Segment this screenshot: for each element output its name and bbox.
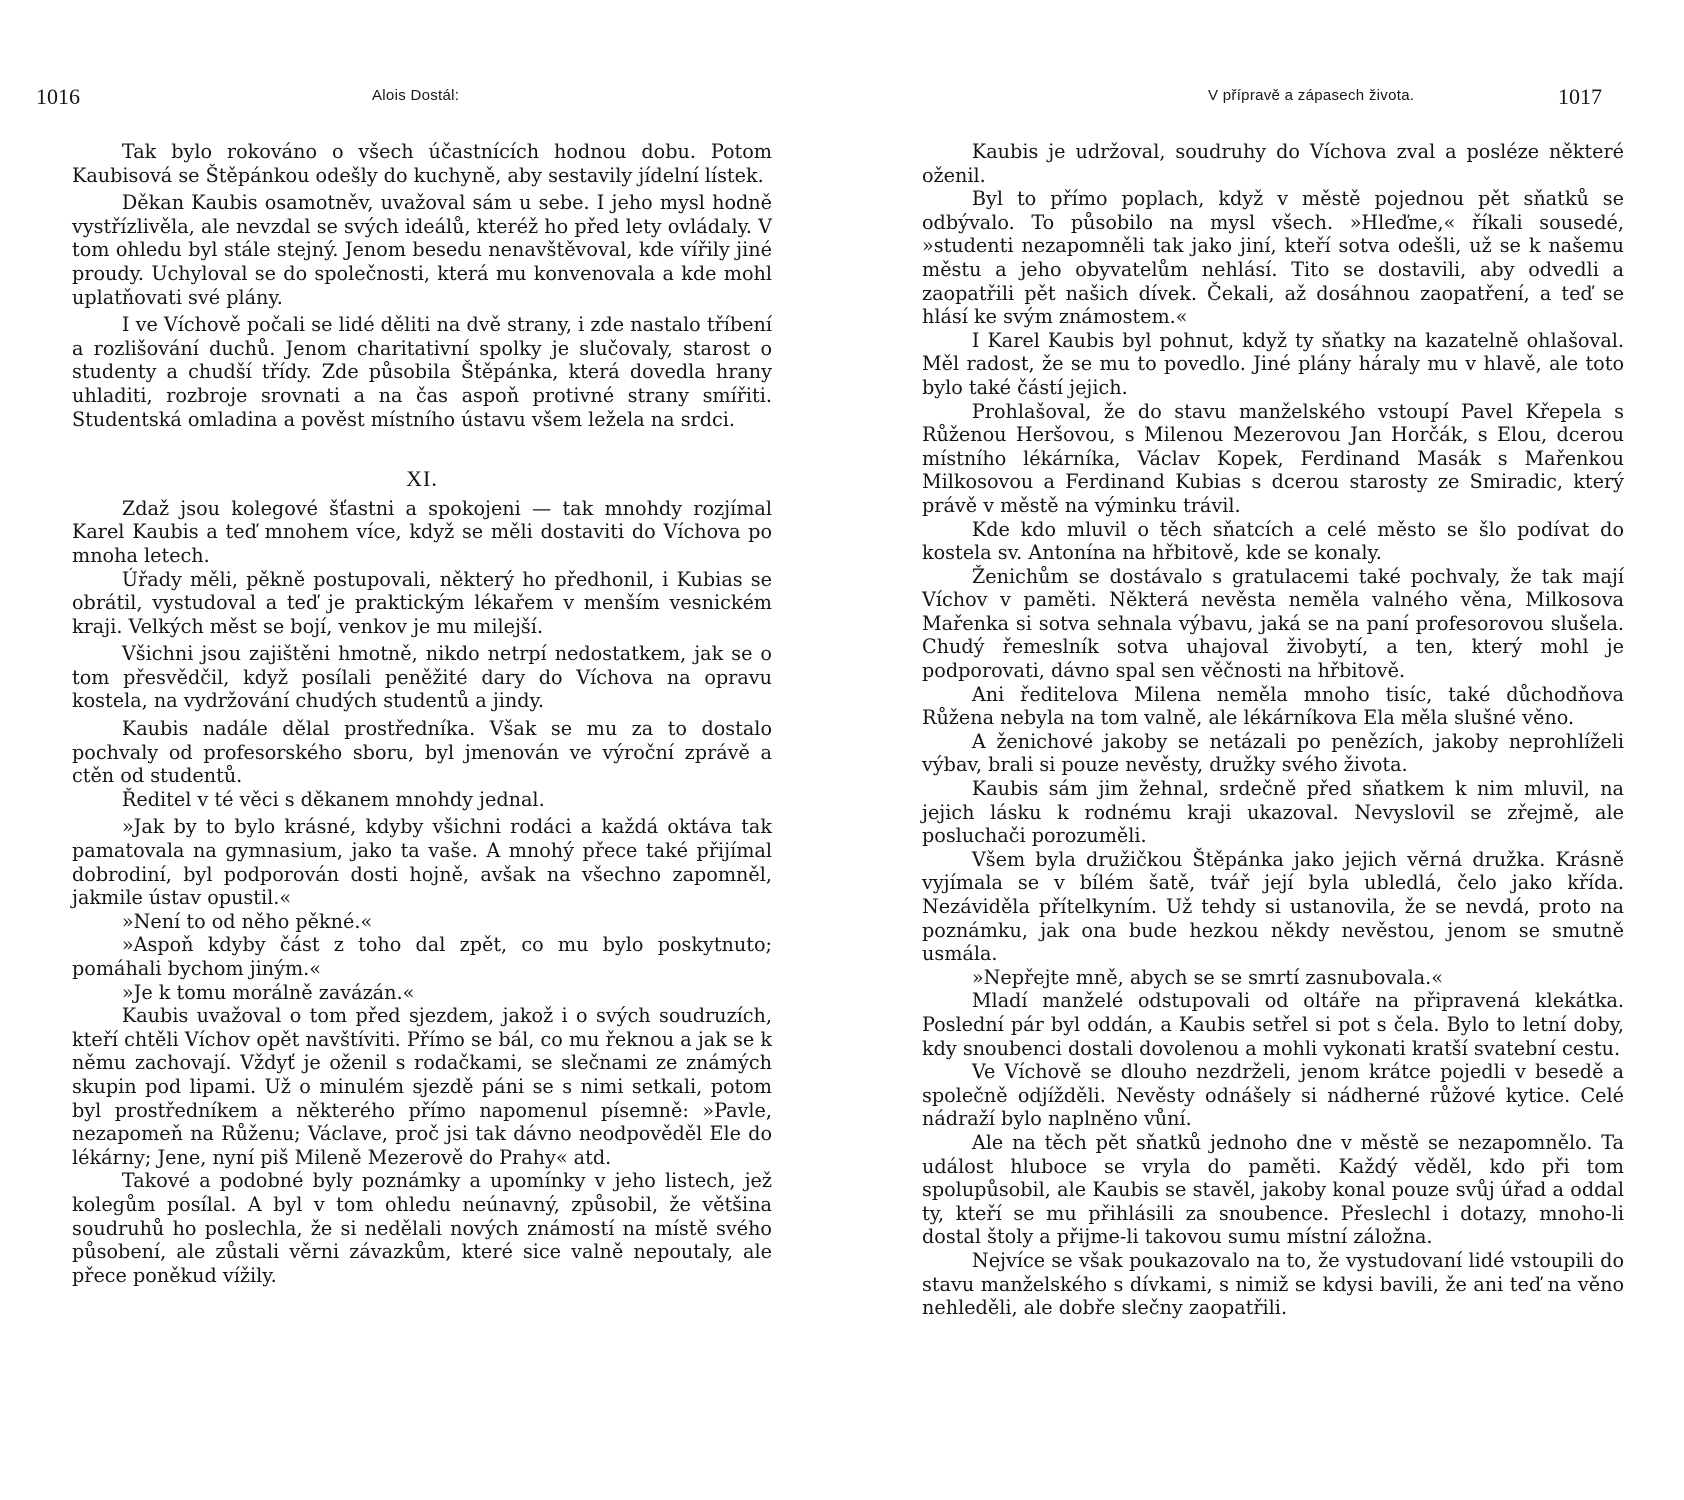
left-running-head [36, 84, 772, 110]
right-page [842, 0, 1684, 1500]
dialogue-line: »Jak by to bylo krásné, kdyby všichni rodáci a každá oktáva tak pamatovala na gymnasium, jako ta vaše. A mnohý přece také přijímal dobrodiní, byl podporován dosti hojně, avšak na všechno zapomněl, jakmile ústav opustil.« [72, 815, 772, 910]
paragraph: Nejvíce se však poukazovalo na to, že vystudovaní lidé vstoupili do stavu manželského s dívkami, s nimiž se kdysi bavili, že ani teď na věno nehleděli, ale dobře slečny zaopatřili. [922, 1248, 1624, 1320]
left-page-number: 1016 [36, 84, 80, 109]
paragraph: Děkan Kaubis osamotněv, uvažoval sám u sebe. I jeho mysl hodně vystřízlivěla, ale nevzdal se svých ideálů, kteréž ho před lety ovládaly. V tom ohledu byl stále stejný. Jenom besedu nenavštěvoval, kde vířily jiné proudy. Uchyloval se do společnosti, která mu konvenovala a kde mohl uplatňovati své plány. [72, 191, 772, 309]
paragraph: I ve Víchově počali se lidé děliti na dvě strany, i zde nastalo tříbení a rozlišování duchů. Jenom charitativní spolky je slučovaly, starost o studenty a chudší třídy. Zde působila Štěpánka, která dovedla hrany uhladiti, rozbroje srovnati a na čas aspoň protivné strany smířiti. Studentská omladina a pověst místního ústavu všem ležela na srdci. [72, 313, 772, 431]
paragraph: Tak bylo rokováno o všech účastnících hodnou dobu. Potom Kaubisová se Štěpánkou odešly do kuchyně, aby sestavily jídelní lístek. [72, 140, 772, 187]
paragraph: Všem byla družičkou Štěpánka jako jejich věrná družka. Krásně vyjímala se v bílém šatě, tvář její byla ubledlá, čelo jako křída. Nezáviděla přítelkyním. Už tehdy si ustanovila, že se nevdá, proto na poznámku, jak ona bude hezkou někdy nevěstou, jenom se smutně usmála. [922, 847, 1624, 966]
paragraph: Ženichům se dostávalo s gratulacemi také pochvaly, že tak mají Víchov v paměti. Některá nevěsta neměla valného věna, Milkosova Mařenka si sotva sehnala výbavu, jaká se na paní profesorovou slušela. Chudý řemeslník sotva uhajoval živobytí, a ten, který mohl je podporovati, dávno spal sen věčnosti na hřbitově. [922, 564, 1624, 683]
paragraph: Prohlašoval, že do stavu manželského vstoupí Pavel Křepela s Růženou Heršovou, s Milenou Mezerovou Jan Horčák, s Elou, dcerou místního lékárníka, Václav Kopek, Ferdinand Masák s Mařenkou Milkosovou a Ferdinand Kubias s dcerou starosty ze Smiradic, který právě v městě na výminku trávil. [922, 399, 1624, 517]
paragraph: Kaubis sám jim žehnal, srdečně před sňatkem k nim mluvil, na jejich lásku k rodnému kraji ukazoval. Nevyslovil se zřejmě, ale posluchači porozuměli. [922, 777, 1624, 848]
paragraph: A ženichové jakoby se netázali po penězích, jakoby neprohlíželi výbav, brali si pouze nevěsty, družky svého života. [922, 729, 1624, 777]
paragraph: Ředitel v té věci s děkanem mnohdy jednal. [121, 787, 545, 811]
dialogue-line: »Není to od něho pěkné.« [121, 909, 373, 933]
paragraph: Všichni jsou zajištěni hmotně, nikdo netrpí nedostatkem, jak se o tom přesvědčil, když posílali peněžité dary do Víchova na opravu kostela, na vydržování chudých studentů a jindy. [72, 642, 772, 713]
paragraph: Kaubis je udržoval, soudruhy do Víchova zval a posléze některé oženil. [922, 140, 1624, 187]
chapter-heading: XI. [406, 466, 438, 492]
right-running-title: V přípravě a zápasech života. [1208, 87, 1415, 104]
right-text-column [922, 140, 1624, 1320]
paragraph: Kaubis uvažoval o tom před sjezdem, jakož i o svých soudruzích, kteří chtěli Víchov opět navštíviti. Přímo se bál, co mu řeknou a jak se k němu zachovají. Vždyť je oženil s rodačkami, se slečnami ze známých skupin pod lipami. Už o minulém sjezdě páni se s nimi setkali, potom byl prostředníkem a některého přímo napomenul písemně: »Pavle, nezapomeň na Růženu; Václave, proč jsi tak dávno neodpověděl Ele do lékárny; Jene, nyní piš Mileně Mezerově do Prahy« atd. [72, 1004, 772, 1169]
dialogue-line: »Je k tomu morálně zavázán.« [121, 980, 415, 1004]
paragraph: Ani ředitelova Milena neměla mnoho tisíc, také důchodňova Růžena nebyla na tom valně, ale lékárníkova Ela měla slušné věno. [922, 682, 1624, 730]
paragraph: I Karel Kaubis byl pohnut, když ty sňatky na kazatelně ohlašoval. Měl radost, že se mu to povedlo. Jiné plány háraly mu v hlavě, ale toto bylo také částí jejich. [922, 328, 1624, 399]
right-running-head [922, 84, 1602, 110]
paragraph: Úřady měli, pěkně postupovali, některý ho předhonil, i Kubias se obrátil, vystudoval a teď je praktickým lékařem v menším vesnickém kraji. Velkých měst se bojí, venkov je mu milejší. [72, 567, 772, 638]
right-page-number: 1017 [1558, 84, 1602, 109]
paragraph: Ve Víchově se dlouho nezdrželi, jenom krátce pojedli v besedě a společně odjížděli. Nevěsty odnášely si nádherné růžové kytice. Celé nádraží bylo naplněno vůní. [922, 1060, 1624, 1131]
left-text-column [72, 140, 772, 1287]
dialogue-line: »Nepřejte mně, abych se se smrtí zasnubovala.« [971, 965, 1443, 989]
paragraph: Kaubis nadále dělal prostředníka. Však se mu za to dostalo pochvaly od profesorského sboru, byl jmenován ve výroční zprávě a ctěn od studentů. [72, 717, 772, 788]
paragraph: Ale na těch pět sňatků jednoho dne v městě se nezapomnělo. Ta událost hluboce se vryla do paměti. Každý věděl, kdo při tom spolupůsobil, ale Kaubis se stavěl, jakoby konal pouze svůj úřad a oddal ty, kteří se mu přihlásili za snoubence. Přeslechl i dotazy, mnoho-li dostal štoly a přijme-li takovou sumu místní záložna. [922, 1130, 1624, 1249]
left-running-title: Alois Dostál: [372, 87, 460, 104]
paragraph: Zdaž jsou kolegové šťastni a spokojeni — tak mnohdy rozjímal Karel Kaubis a teď mnohem více, když se měli dostaviti do Víchova po mnoha letech. [72, 496, 772, 567]
paragraph: Takové a podobné byly poznámky a upomínky v jeho listech, jež kolegům posílal. A byl v tom ohledu neúnavný, způsobil, že většina soudruhů ho poslechla, že si nedělali nových známostí na místě svého působení, ale zůstali věrni závazkům, které sice valně nepoutaly, ale přece poněkud vížily. [72, 1169, 772, 1287]
dialogue-line: »Aspoň kdyby část z toho dal zpět, co mu bylo poskytnuto; pomáhali bychom jiným.« [72, 933, 772, 980]
paragraph: Mladí manželé odstupovali od oltáře na připravená klekátka. Poslední pár byl oddán, a Kaubis setřel si pot s čela. Bylo to letní doby, kdy snoubenci dostali dovolenou a mohli vykonati kratší svatební cestu. [922, 989, 1624, 1060]
paragraph: Kde kdo mluvil o těch sňatcích a celé město se šlo podívat do kostela sv. Antonína na hřbitově, kde se konaly. [922, 517, 1624, 565]
paragraph: Byl to přímo poplach, když v městě pojednou pět sňatků se odbývalo. To působilo na mysl všech. »Hleďme,« říkali sousedé, »studenti nezapomněli tak jako jiní, kteří sotva odešli, už se k našemu městu a jeho obyvatelům nehlásí. Tito se dostavili, aby odvedli a zaopatřili pět našich dívek. Čekali, až dosáhnou zaopatření, a teď se hlásí ke svým známostem.« [922, 187, 1624, 329]
